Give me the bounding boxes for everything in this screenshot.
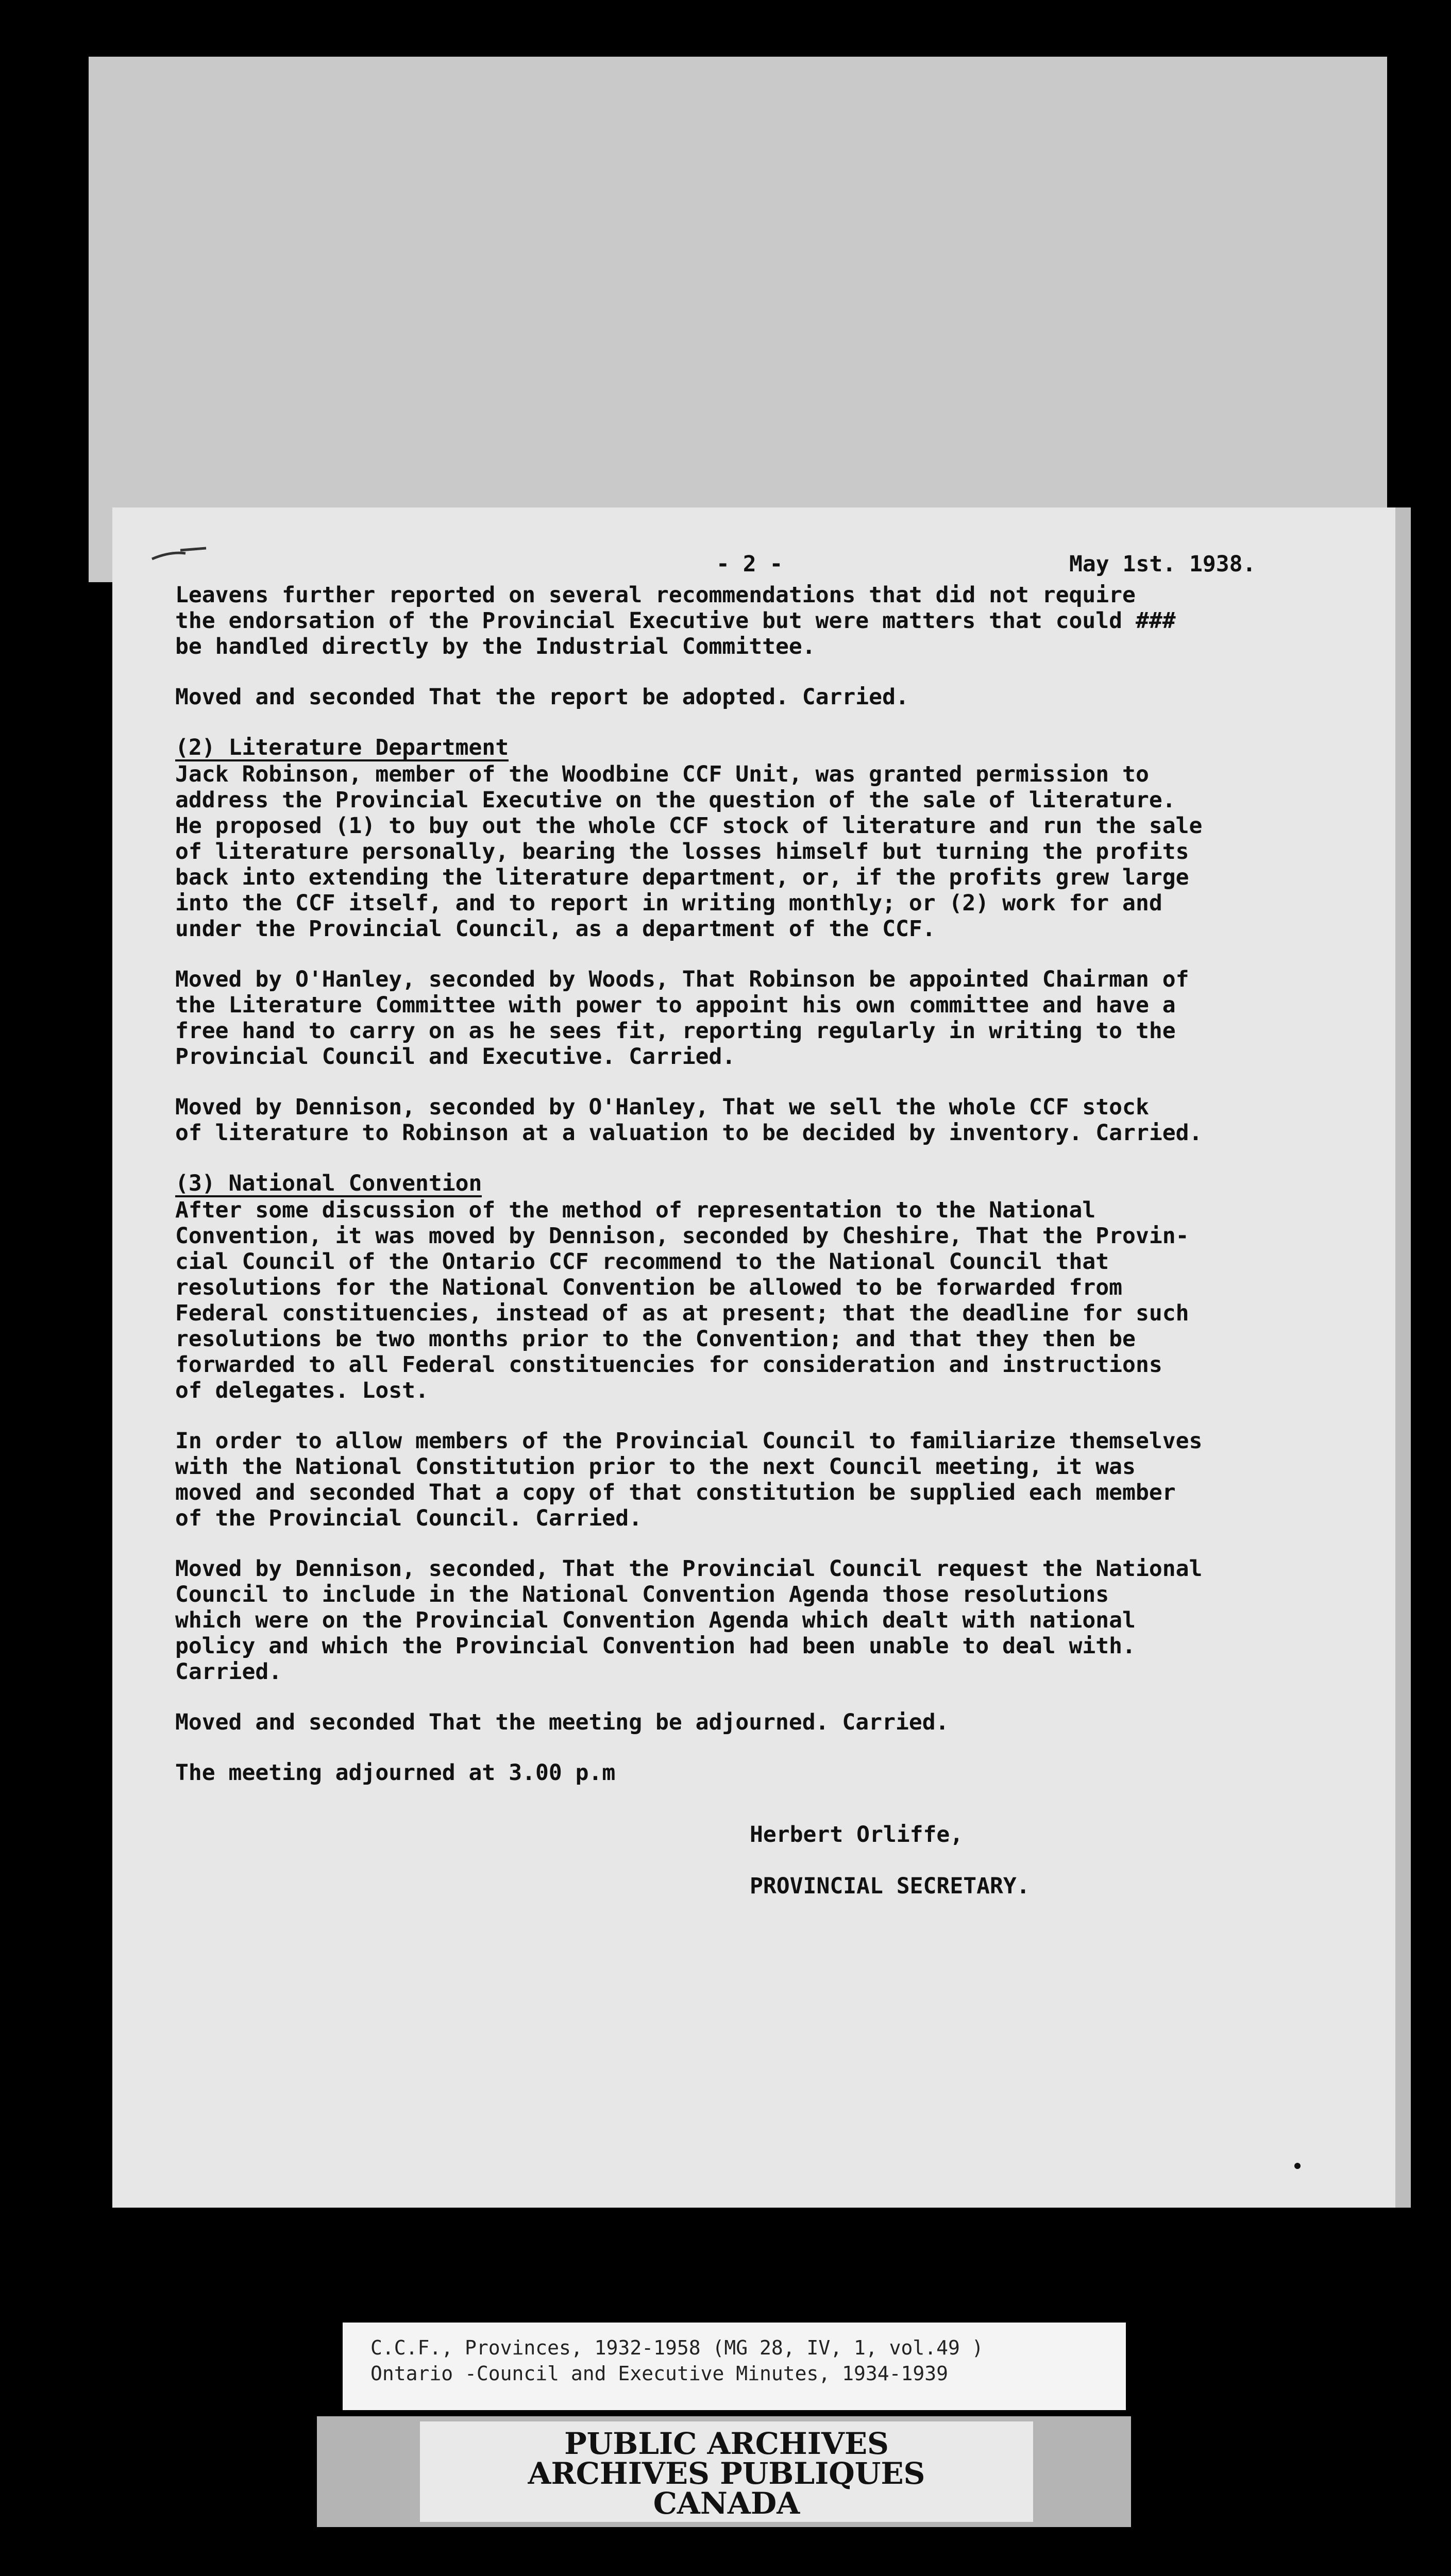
underlying-sheet: [89, 57, 1387, 582]
archive-label: [343, 2323, 1126, 2410]
page-header: [175, 551, 1376, 582]
stamp-line3: CANADA: [653, 2486, 800, 2521]
signature-block: [750, 1796, 1376, 1925]
ink-dot: [1294, 2163, 1301, 2169]
paragraph: Moved by Dennison, seconded, That the Provincial Council request the National Council to include in the National Convention Agenda those resolutions which were on the Provincial Convention Agenda which dealt with national policy and which the Provincial Convention had been unable to deal with. Carried.: [175, 1556, 1203, 1685]
archive-label-line1: C.C.F., Provinces, 1932-1958 (MG 28, IV, 1, vol.49 ): [370, 2336, 984, 2359]
paragraph: Moved and seconded That the report be adopted. Carried.: [175, 684, 909, 710]
stamp-line2: ARCHIVES PUBLIQUES: [528, 2456, 925, 2491]
paragraph: Moved by O'Hanley, seconded by Woods, That Robinson be appointed Chairman of the Literature Committee with power to appoint his own committee and have a free hand to carry on as he sees fit, reporting regularly in writing to the Provincial Council and Executive. Carried.: [175, 967, 1189, 1070]
stamp-line1: PUBLIC ARCHIVES: [564, 2426, 889, 2461]
section-heading: (3) National Convention: [175, 1171, 482, 1196]
document-date: May 1st. 1938.: [1069, 551, 1256, 577]
archives-stamp: [420, 2421, 1033, 2522]
paragraph: Moved by Dennison, seconded by O'Hanley, That we sell the whole CCF stock of literature to Robinson at a valuation to be decided by inventory. Carried.: [175, 1094, 1203, 1146]
page-number: - 2 -: [716, 551, 783, 577]
signature-name: Herbert Orliffe,: [750, 1822, 964, 1848]
paragraph: Jack Robinson, member of the Woodbine CCF Unit, was granted permission to address the Provincial Executive on the question of the sale of literature. He proposed (1) to buy out the whole CCF stock of literature and run the sale of literature personally, bearing the losses himself but turning the profits back into extending the literature department, or, if the profits grew large into the CCF itself, and to report in writing monthly; or (2) work for and under the Provincial Council, as a department of the CCF.: [175, 761, 1203, 942]
paragraph: Moved and seconded That the meeting be adjourned. Carried.: [175, 1709, 949, 1735]
paragraph: Leavens further reported on several recommendations that did not require the endorsation of the Provincial Executive but were matters that could ### be handled directly by the Industrial Committee.: [175, 582, 1176, 659]
section-heading: (2) Literature Department: [175, 735, 509, 760]
minutes-text: [175, 551, 1376, 1925]
archive-label-line2: Ontario -Council and Executive Minutes, 1934-1939: [370, 2362, 949, 2385]
paragraph: After some discussion of the method of representation to the National Convention, it was moved by Dennison, seconded by Cheshire, That the Provin- cial Council of the Ontario CCF recommend to the National Council that resolutions for the National Convention be allowed to be forwarded from Federal constituencies, instead of as at present; that the deadline for such resolutions be two months prior to the Convention; and that they then be forwarded to all Federal constituencies for consideration and instructions of delegates. Lost.: [175, 1197, 1189, 1403]
signature-title: PROVINCIAL SECRETARY.: [750, 1873, 1030, 1899]
paragraph: The meeting adjourned at 3.00 p.m: [175, 1760, 616, 1786]
paragraph: In order to allow members of the Provincial Council to familiarize themselves with the National Constitution prior to the next Council meeting, it was moved and seconded That a copy of that constitution be supplied each member of the Provincial Council. Carried.: [175, 1428, 1203, 1531]
